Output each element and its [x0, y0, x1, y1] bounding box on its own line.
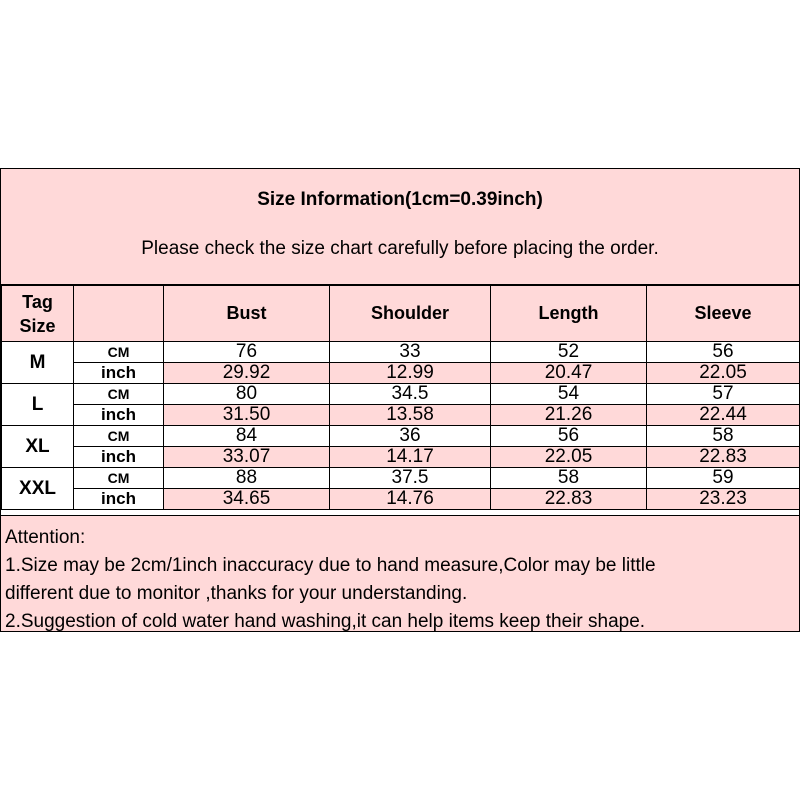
size-label: Size: [19, 315, 56, 336]
table-cell: 58: [647, 426, 800, 447]
size-label-cell: M: [2, 342, 74, 384]
table-cell: 29.92: [164, 363, 330, 384]
table-cell: 23.23: [647, 489, 800, 510]
unit-label-cm: CM: [74, 342, 164, 363]
table-row: [2, 342, 800, 363]
table-cell: 80: [164, 384, 330, 405]
table-cell: 33.07: [164, 447, 330, 468]
column-header-bust: Bust: [164, 286, 330, 342]
notes-line-3: 2.Suggestion of cold water hand washing,it can help items keep their shape.: [5, 611, 646, 632]
table-cell: 54: [491, 384, 647, 405]
table-cell: 88: [164, 468, 330, 489]
table-cell: 20.47: [491, 363, 647, 384]
page-subtitle: Please check the size chart carefully before placing the order.: [141, 238, 659, 259]
notes-line-2: different due to monitor ,thanks for your understanding.: [5, 583, 468, 604]
table-cell: 14.17: [330, 447, 491, 468]
table-header-row: [2, 286, 800, 342]
notes-line-1: 1.Size may be 2cm/1inch inaccuracy due to hand measure,Color may be little: [5, 555, 656, 576]
column-header-length: Length: [491, 286, 647, 342]
table-cell: 57: [647, 384, 800, 405]
page-title: Size Information(1cm=0.39inch): [257, 189, 543, 210]
column-header-shoulder: Shoulder: [330, 286, 491, 342]
unit-label-inch: inch: [74, 363, 164, 384]
table-cell: 31.50: [164, 405, 330, 426]
size-table: [1, 285, 800, 510]
table-cell: 22.05: [491, 447, 647, 468]
table-cell: 52: [491, 342, 647, 363]
table-cell: 58: [491, 468, 647, 489]
unit-header-blank: [74, 286, 164, 342]
table-cell: 22.83: [491, 489, 647, 510]
table-cell: 14.76: [330, 489, 491, 510]
size-label-cell: XXL: [2, 468, 74, 510]
table-cell: 59: [647, 468, 800, 489]
unit-label-inch: inch: [74, 405, 164, 426]
table-cell: 34.5: [330, 384, 491, 405]
table-cell: 34.65: [164, 489, 330, 510]
unit-label-cm: CM: [74, 468, 164, 489]
table-row: [2, 468, 800, 489]
table-cell: 84: [164, 426, 330, 447]
unit-label-cm: CM: [74, 426, 164, 447]
size-chart-sheet: [0, 168, 800, 632]
table-row: [2, 489, 800, 510]
size-label-cell: L: [2, 384, 74, 426]
column-header-sleeve: Sleeve: [647, 286, 800, 342]
table-row: [2, 426, 800, 447]
table-cell: 76: [164, 342, 330, 363]
table-cell: 13.58: [330, 405, 491, 426]
table-row: [2, 405, 800, 426]
table-cell: 22.83: [647, 447, 800, 468]
tag-size-header: [2, 286, 74, 342]
notes-heading: Attention:: [5, 527, 86, 548]
table-cell: 56: [647, 342, 800, 363]
size-chart-header: [1, 169, 799, 285]
table-cell: 36: [330, 426, 491, 447]
unit-label-cm: CM: [74, 384, 164, 405]
table-cell: 12.99: [330, 363, 491, 384]
size-label-cell: XL: [2, 426, 74, 468]
table-row: [2, 363, 800, 384]
table-cell: 33: [330, 342, 491, 363]
table-cell: 22.44: [647, 405, 800, 426]
table-cell: 56: [491, 426, 647, 447]
table-cell: 22.05: [647, 363, 800, 384]
tag-label: Tag: [22, 291, 53, 312]
unit-label-inch: inch: [74, 447, 164, 468]
table-row: [2, 447, 800, 468]
table-cell: 37.5: [330, 468, 491, 489]
attention-notes: [1, 515, 799, 631]
table-row: [2, 384, 800, 405]
unit-label-inch: inch: [74, 489, 164, 510]
table-cell: 21.26: [491, 405, 647, 426]
